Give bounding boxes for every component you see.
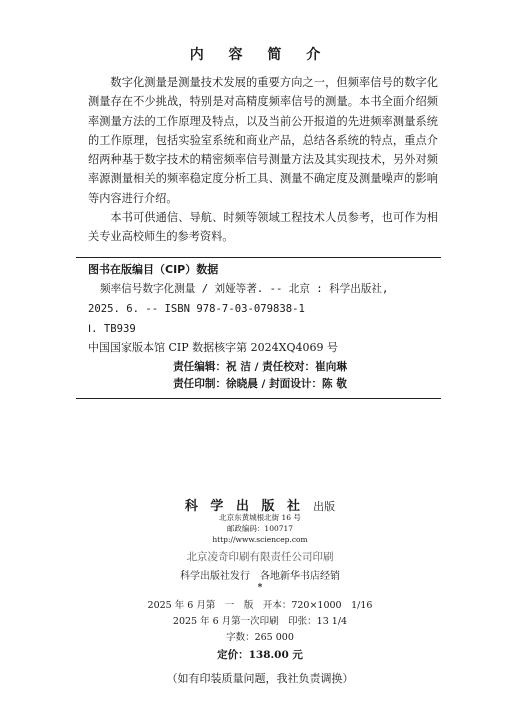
publisher-website: http://www.sciencep.com [212,535,308,544]
cip-line: Ⅰ. TB939 [88,323,136,335]
cip-line: 中国国家版本馆 CIP 数据核字第 2024XQ4069 号 [88,341,338,354]
distribution: 科学出版社发行 各地新华书店经销 [180,571,340,582]
publisher-name: 科 学 出 版 社 [184,499,304,514]
cip-line: 频率信号数字化测量 / 刘娅等著. -- 北京 : 科学出版社, [100,283,389,295]
word-count: 字数：265 000 [226,632,294,643]
page-title: 内 容 简 介 [189,47,331,63]
edition-line: 2025 年 6 月第一次印刷 印张：13 1/4 [172,616,348,627]
printer: 北京凌奇印刷有限责任公司印刷 [186,551,334,563]
quality-note: （如有印装质量问题，我社负责调换） [166,672,354,685]
intro-paragraph: 数字化测量是测量技术发展的重要方向之一，但频率信号的数字化测量存在不少挑战，特别是对高精度频率信号的测量。本书全面介绍频率测量方法的工作原理及特点，以及当前公开报道的先进频率测量系统的工作原理，包括实验室系统和商业产品，总结各系统的特点，重点介绍两种基于数字技术的精密频率信号测量方法及其实现技术，另外对频率源测量相关的频率稳定度分析工具、测量不确定度及测量噪声的影响等内容进行介绍。 [88,76,438,205]
publisher-postcode: 邮政编码：100717 [226,524,294,533]
publisher-suffix: 出版 [313,500,336,513]
editors-line: 责任印制：徐晓晨 / 封面设计：陈 敬 [173,378,347,390]
intro-paragraph: 本书可供通信、导航、时频等领域工程技术人员参考，也可作为相关专业高校师生的参考资料。 [88,211,438,244]
publisher-line [0,495,520,514]
edition-line: 2025 年 6 月第 一 版 开本：720×1000 1/16 [147,600,373,611]
divider-bottom [76,398,441,399]
cip-line: 2025. 6. -- ISBN 978-7-03-079838-1 [88,303,305,315]
editors-line: 责任编辑：祝 洁 / 责任校对：崔向琳 [173,361,347,373]
separator: * [257,583,263,593]
introduction [88,73,438,247]
publisher-address: 北京东黄城根北街 16 号 [219,513,301,522]
price: 定价：138.00 元 [217,649,303,661]
cip-heading: 图书在版编目（CIP）数据 [88,263,219,276]
divider-top [76,257,441,258]
